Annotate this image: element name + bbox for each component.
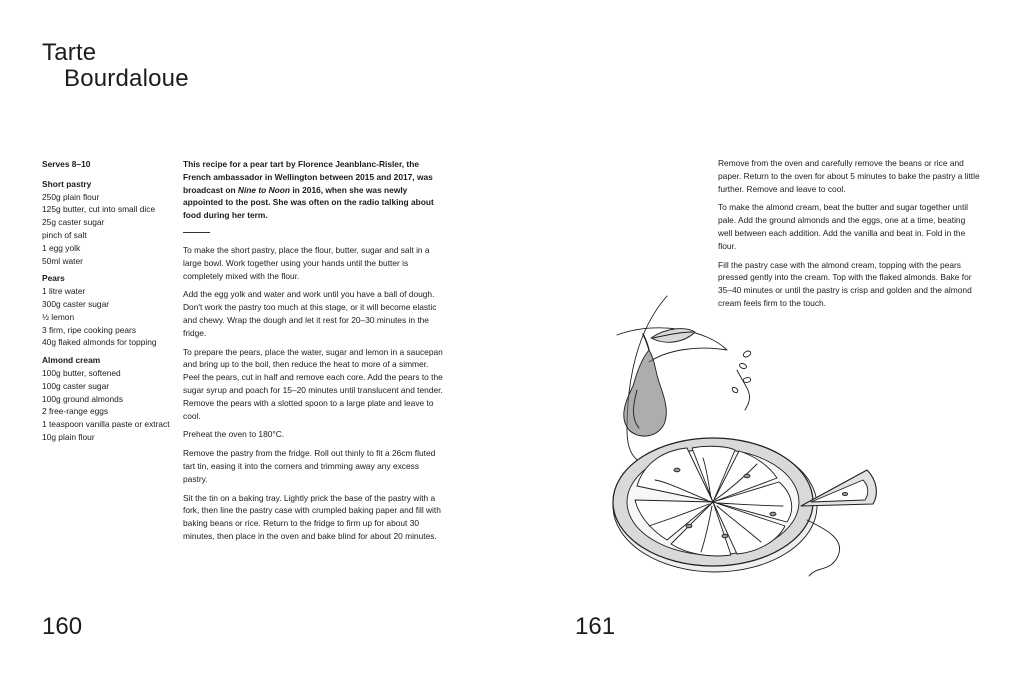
ingredient-item: 50ml water xyxy=(42,255,83,266)
method-paragraph: Remove the pastry from the fridge. Roll out thinly to fit a 26cm fluted tart tin, easing it into the corners and trimming away any excess pastry. xyxy=(183,448,436,484)
ingredient-item: 300g caster sugar xyxy=(42,298,110,309)
ingredient-item: ½ lemon xyxy=(42,311,75,322)
method-paragraph: Add the egg yolk and water and work until you have a ball of dough. Don't work the pastry too much at this stage, or it will become elastic and chewy. Wrap the dough and let it rest for 20–30 minutes in the fridge. xyxy=(183,289,437,338)
method-paragraph: Remove from the oven and carefully remove the beans or rice and paper. Return to the oven for about 5 minutes to bake the pastry a little further. Remove and leave to cool. xyxy=(718,158,980,194)
pear-leaf xyxy=(651,329,695,343)
almond-flake xyxy=(686,524,692,528)
flaked-almonds xyxy=(731,350,752,410)
method-paragraph: Fill the pastry case with the almond cream, topping with the pears pressed gently into the cream. Top with the flaked almonds. Bake for 35–40 minutes or until the pastry is crisp and golden and the almond cream feels firm to the touch. xyxy=(718,259,972,308)
almond-flake xyxy=(722,534,728,538)
intro-divider xyxy=(183,232,210,233)
ingredient-item: 10g plain flour xyxy=(42,431,95,442)
almond-flake xyxy=(674,468,680,472)
almond-flake xyxy=(742,350,752,359)
ingredient-item: 250g plain flour xyxy=(42,191,100,202)
tart xyxy=(613,438,817,572)
pear-sketch xyxy=(624,329,695,436)
ingredient-group-almond-cream xyxy=(42,354,172,444)
ingredient-item: 1 teaspoon vanilla paste or extract xyxy=(42,419,170,430)
ingredient-item: 100g caster sugar xyxy=(42,380,110,391)
ingredient-item: 25g caster sugar xyxy=(42,217,105,228)
pear-outline xyxy=(624,350,667,436)
recipe-title xyxy=(42,40,189,92)
pear-tart-illustration xyxy=(597,290,897,590)
page-number-left: 160 xyxy=(42,613,83,640)
ingredients-list xyxy=(42,158,172,449)
ingredient-item: 125g butter, cut into small dice xyxy=(42,204,156,215)
ingredient-item: 100g butter, softened xyxy=(42,367,121,378)
sketch-swirl-line xyxy=(807,520,840,576)
ingredient-group-heading: Almond cream xyxy=(42,355,101,366)
almond-flake xyxy=(770,512,776,516)
ingredient-item: 3 firm, ripe cooking pears xyxy=(42,324,137,335)
recipe-title-line2: Bourdaloue xyxy=(64,65,189,92)
method-paragraph: To make the almond cream, beat the butter and sugar together until pale. Add the ground almonds and the eggs, one at a time, beating well between each addition. Add the vanilla and beat in. Fold in the flour. xyxy=(718,202,969,251)
right-page xyxy=(512,0,1024,674)
ingredient-group-pears xyxy=(42,272,172,349)
method-paragraph: Preheat the oven to 180°C. xyxy=(183,429,285,440)
slice-pear xyxy=(811,480,868,502)
pear-stem xyxy=(643,334,649,350)
intro-text-before: This recipe for a pear tart by Florence Jeanblanc-Risler, the French ambassador in Wellington between 2015 and 2017, was broadcast on xyxy=(183,159,433,195)
ingredient-item: 2 free-range eggs xyxy=(42,406,109,417)
method-left-column xyxy=(183,244,445,549)
method-paragraph: Sit the tin on a baking tray. Lightly prick the base of the pastry with a fork, then line the pastry case with crumpled baking paper and fill with baking beans or rice. Return to the fridge to firm up for about 30 minutes, then place in the oven and bake blind for about 20 minutes. xyxy=(183,492,441,541)
ingredient-item: 100g ground almonds xyxy=(42,393,124,404)
ingredient-group-heading: Short pastry xyxy=(42,178,92,189)
ingredient-item: pinch of salt xyxy=(42,229,87,240)
ingredient-group-heading: Pears xyxy=(42,273,65,284)
recipe-intro xyxy=(183,158,445,222)
ingredient-group-short-pastry xyxy=(42,178,172,268)
sketch-swirl-line xyxy=(737,370,750,410)
recipe-title-line1: Tarte xyxy=(42,39,97,66)
almond-flake xyxy=(731,386,739,393)
method-paragraph: To prepare the pears, place the water, sugar and lemon in a saucepan and bring up to the boil, then reduce the heat to more of a simmer. Peel the pears, cut in half and remove each core. Add the pears to the sugar syrup and poach for 15–20 minutes until translucent and tender. Remove the pears with a slotted spoon to a large plate and leave to cool. xyxy=(183,346,443,421)
almond-flake xyxy=(744,474,750,478)
ingredient-item: 1 litre water xyxy=(42,286,86,297)
intro-text-after: in 2016, when she was newly appointed to the post. She was often on the radio talking about food during her term. xyxy=(183,184,434,221)
ingredient-item: 40g flaked almonds for topping xyxy=(42,337,157,348)
almond-flake xyxy=(739,363,747,370)
ingredient-item: 1 egg yolk xyxy=(42,242,81,253)
intro-show-name: Nine to Noon xyxy=(237,184,291,195)
method-paragraph: To make the short pastry, place the flour, butter, sugar and salt in a large bowl. Work together using your hands until the butter is completely mixed with the flour. xyxy=(183,245,430,281)
page-number-right: 161 xyxy=(575,613,616,640)
serves-label: Serves 8–10 xyxy=(42,159,91,169)
almond-flake xyxy=(842,492,847,495)
